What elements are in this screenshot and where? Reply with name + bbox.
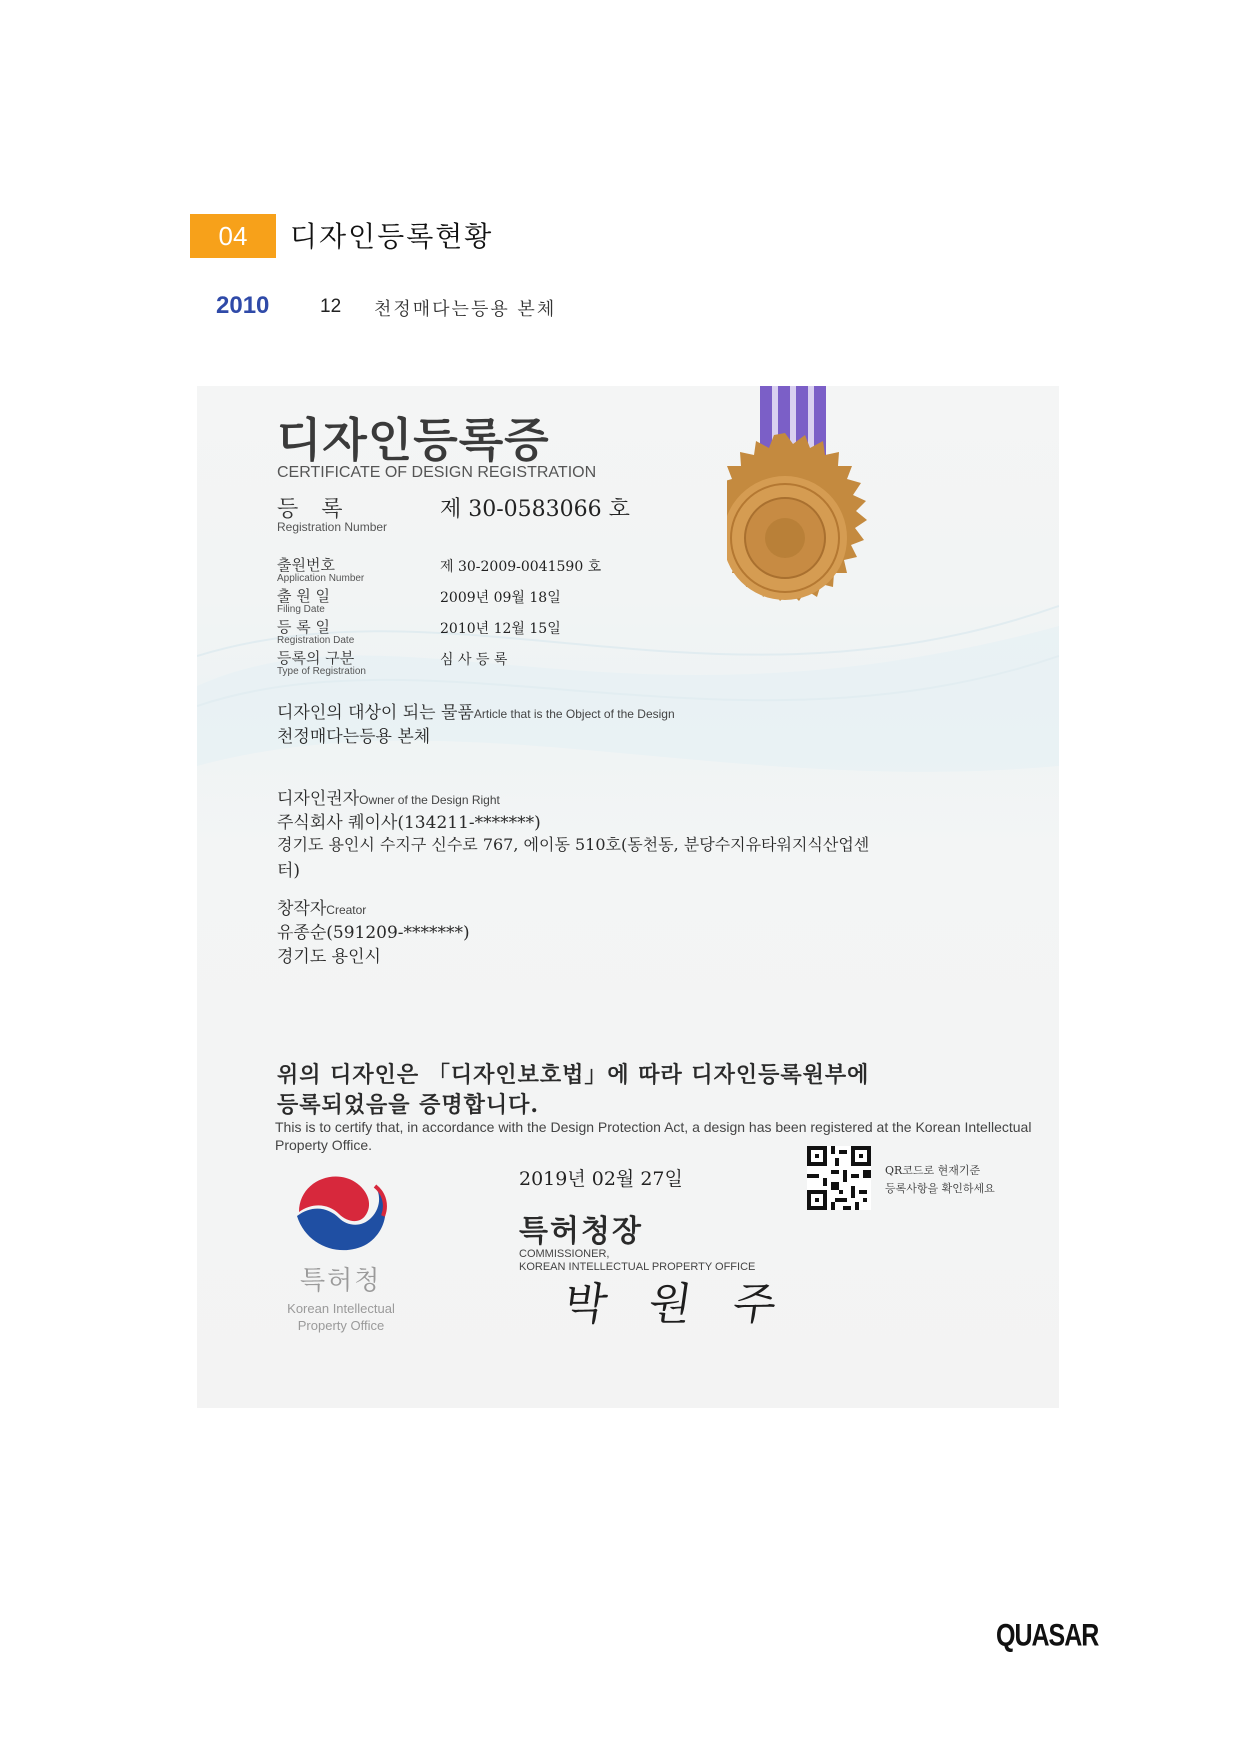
certificate-subtitle: CERTIFICATE OF DESIGN REGISTRATION bbox=[277, 464, 597, 481]
commissioner-title: 특허청장 bbox=[519, 1214, 643, 1249]
entry-year: 2010 bbox=[216, 292, 270, 319]
application-number-value: 제 30-2009-0041590 호 bbox=[440, 559, 602, 575]
filing-date-label: 출 원 일 bbox=[277, 587, 331, 605]
filing-date-label-en: Filing Date bbox=[277, 604, 325, 615]
registration-type-label-en: Type of Registration bbox=[277, 666, 366, 677]
section-title: 디자인등록현황 bbox=[290, 220, 494, 253]
declaration-line1: 위의 디자인은 「디자인보호법」에 따라 디자인등록원부에 bbox=[277, 1062, 870, 1088]
kipo-name-ko: 특허청 bbox=[300, 1266, 382, 1296]
article-label: 디자인의 대상이 되는 물품 bbox=[277, 703, 474, 723]
kipo-taegeuk-logo-icon bbox=[289, 1164, 395, 1254]
creator-label: 창작자 bbox=[277, 899, 327, 919]
section-number-badge: 04 bbox=[190, 214, 276, 258]
qr-note-line1: QR코드로 현재기준 bbox=[885, 1164, 981, 1177]
declaration-en: This is to certify that, in accordance with the Design Protection Act, a design has been registered at the Korean Intellectual Property Office. bbox=[275, 1119, 1032, 1153]
article-value: 천정매다는등용 본체 bbox=[277, 727, 431, 747]
registration-type-label: 등록의 구분 bbox=[277, 649, 355, 667]
registration-label-en: Registration Number bbox=[277, 520, 388, 534]
quasar-brand-logo: QUASAR bbox=[996, 1618, 1099, 1653]
gold-seal-with-ribbon bbox=[727, 386, 917, 646]
creator-name: 유종순(591209-*******) bbox=[277, 923, 470, 943]
commissioner-en-line1: COMMISSIONER, bbox=[519, 1248, 610, 1260]
commissioner-signature: 박 원 주 bbox=[560, 1279, 794, 1330]
application-number-label: 출원번호 bbox=[277, 556, 335, 574]
owner-heading bbox=[277, 784, 500, 809]
registration-type-value: 심 사 등 록 bbox=[440, 652, 508, 668]
registration-date-label-en: Registration Date bbox=[277, 635, 355, 646]
creator-address: 경기도 용인시 bbox=[277, 947, 381, 967]
certificate-title: 디자인등록증 bbox=[277, 413, 550, 467]
owner-name: 주식회사 퀘이사(134211-*******) bbox=[277, 813, 541, 833]
owner-address-line1: 경기도 용인시 수지구 신수로 767, 에이동 510호(동천동, 분당수지유타워지식산업센 bbox=[277, 835, 870, 854]
filing-date-value: 2009년 09월 18일 bbox=[440, 590, 561, 606]
entry-product: 천정매다는등용 본체 bbox=[374, 299, 557, 320]
commissioner-en-line2: KOREAN INTELLECTUAL PROPERTY OFFICE bbox=[519, 1261, 756, 1273]
qr-code-icon bbox=[807, 1146, 871, 1210]
kipo-name-en-line2: Property Office bbox=[297, 1318, 385, 1333]
registration-number: 제 30-0583066 호 bbox=[440, 497, 630, 522]
registration-label: 등 록 bbox=[277, 497, 351, 522]
owner-label-en: Owner of the Design Right bbox=[359, 793, 500, 807]
issue-date: 2019년 02월 27일 bbox=[519, 1168, 683, 1190]
design-registration-certificate bbox=[197, 386, 1059, 1408]
application-number-label-en: Application Number bbox=[277, 573, 365, 584]
registration-date-label: 등 록 일 bbox=[277, 618, 331, 636]
registration-date-value: 2010년 12월 15일 bbox=[440, 621, 561, 637]
article-label-en: Article that is the Object of the Design bbox=[473, 707, 675, 721]
owner-label: 디자인권자 bbox=[277, 789, 360, 809]
creator-label-en: Creator bbox=[326, 903, 367, 917]
kipo-name-en-line1: Korean Intellectual bbox=[287, 1301, 395, 1316]
owner-address-line2: 터) bbox=[277, 861, 301, 881]
declaration-line2: 등록되었음을 증명합니다. bbox=[277, 1092, 540, 1118]
entry-month: 12 bbox=[320, 296, 342, 317]
article-heading bbox=[277, 698, 675, 723]
qr-note-line2: 등록사항을 확인하세요 bbox=[885, 1182, 995, 1195]
creator-heading bbox=[277, 894, 366, 919]
